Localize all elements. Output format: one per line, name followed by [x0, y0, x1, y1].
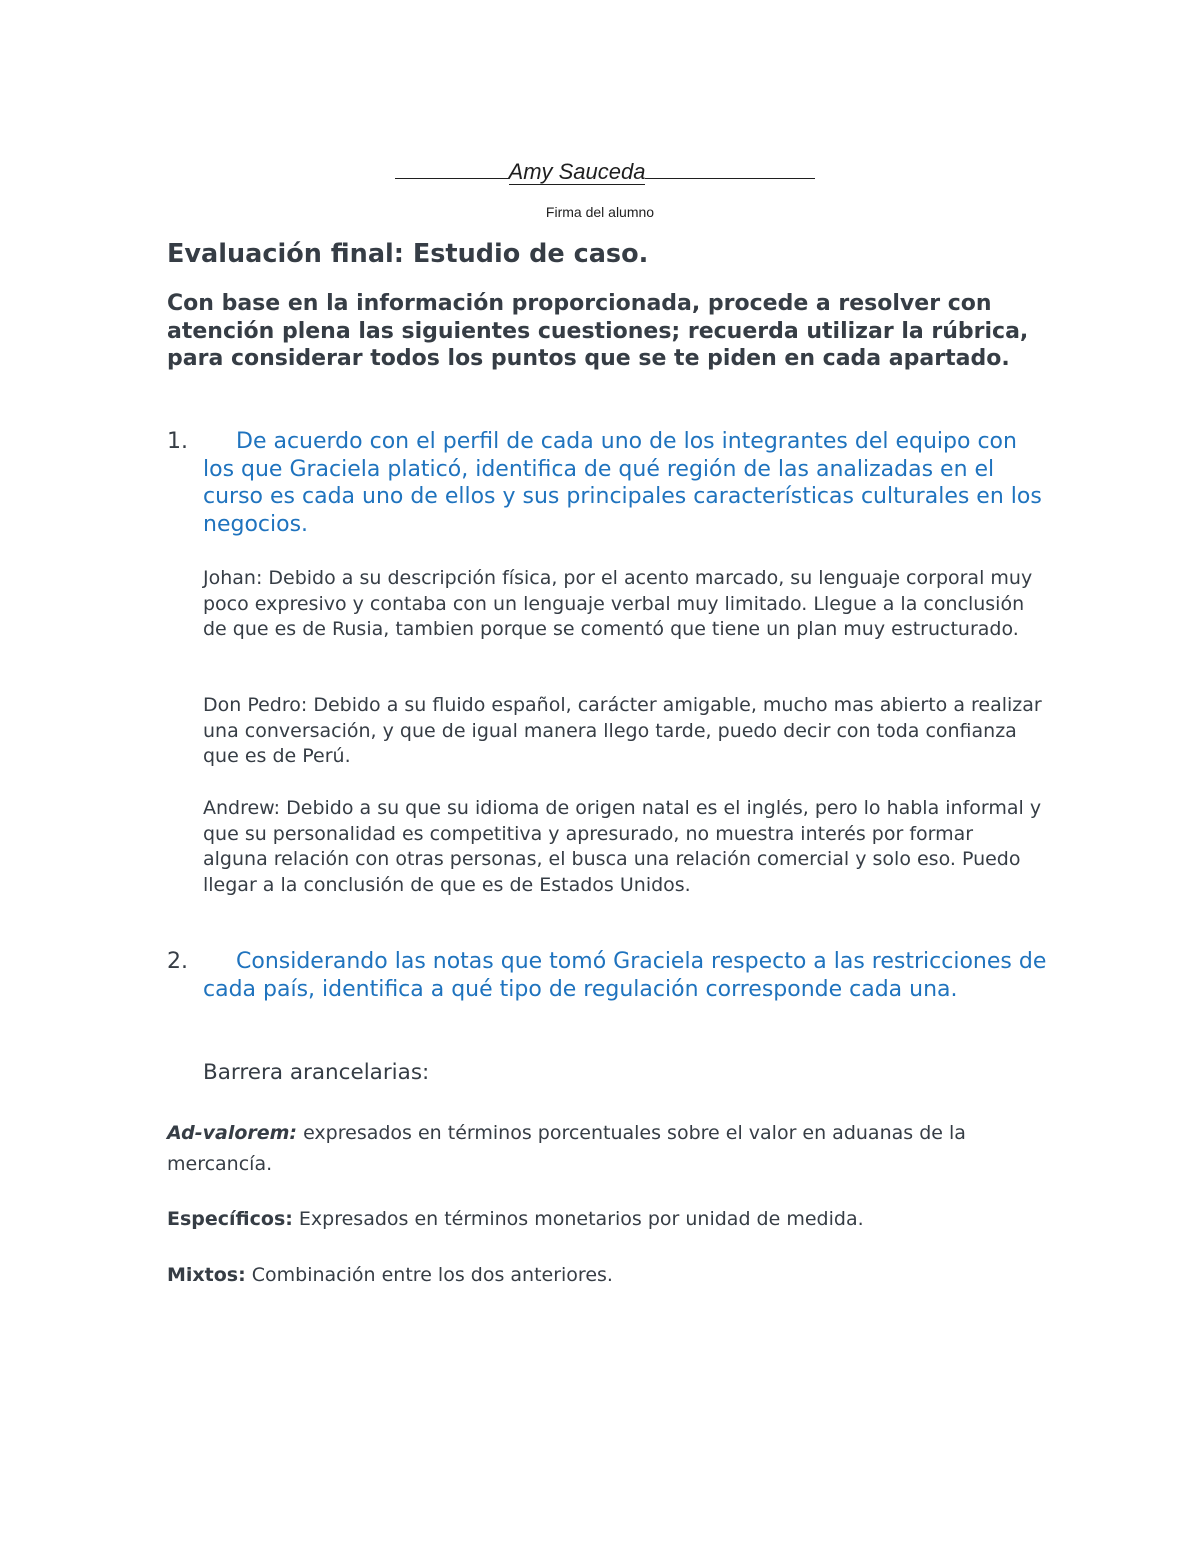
- definition-text: Expresados en términos monetarios por unidad de medida.: [292, 1208, 864, 1230]
- answer-andrew: Andrew: Debido a su que su idioma de origen natal es el inglés, pero lo habla informal y que su personalidad es competitiva y apresurado, no muestra interés por formar alguna relación con otras personas, el busca una relación comercial y solo eso. Puedo llegar a la conclusión de que es de Estados Unidos.: [203, 797, 1042, 896]
- question-text: Considerando las notas que tomó Graciela respecto a las restricciones de cada país, identifica a qué tipo de regulación corresponde cada una.: [203, 949, 1047, 1002]
- signature-line: [0, 157, 1200, 185]
- student-name: Amy Sauceda: [508, 159, 646, 184]
- answer-don-pedro: Don Pedro: Debido a su fluido español, carácter amigable, mucho mas abierto a realizar una conversación, y que de igual manera llego tarde, puedo decir con toda confianza que es de Perú.: [203, 694, 1042, 767]
- definition-term: Mixtos:: [167, 1264, 246, 1286]
- definition-especificos: [167, 1204, 1047, 1235]
- answer-johan: Johan: Debido a su descripción física, por el acento marcado, su lenguaje corporal muy poco expresivo y contaba con un lenguaje verbal muy limitado. Llegue a la conclusión de que es de Rusia, tambien porque se comentó que tiene un plan muy estructurado.: [203, 567, 1033, 640]
- definition-ad-valorem: [167, 1118, 1047, 1180]
- question-number: 1.: [167, 429, 188, 454]
- question-number: 2.: [167, 949, 188, 974]
- signature-caption: Firma del alumno: [545, 204, 655, 220]
- section-heading-barriers: Barrera arancelarias:: [203, 1060, 430, 1085]
- definition-mixtos: [167, 1260, 1047, 1291]
- signature-underline-left: [395, 157, 509, 179]
- definition-text: expresados en términos porcentuales sobre el valor en aduanas de la mercancía.: [167, 1122, 966, 1175]
- question-text: De acuerdo con el perfil de cada uno de los integrantes del equipo con los que Graciela platicó, identifica de qué región de las analizadas en el curso es cada uno de ellos y sus principales características culturales en los negocios.: [203, 429, 1042, 537]
- definition-text: Combinación entre los dos anteriores.: [245, 1264, 613, 1286]
- definition-term: Ad-valorem:: [167, 1122, 298, 1144]
- definition-term: Específicos:: [167, 1208, 293, 1230]
- signature-underline-right: [645, 157, 815, 179]
- instructions-paragraph: Con base en la información proporcionada, procede a resolver con atención plena las siguientes cuestiones; recuerda utilizar la rúbrica, para considerar todos los puntos que se te piden en cada apartado.: [167, 291, 1029, 371]
- page-title: Evaluación final: Estudio de caso.: [167, 239, 649, 269]
